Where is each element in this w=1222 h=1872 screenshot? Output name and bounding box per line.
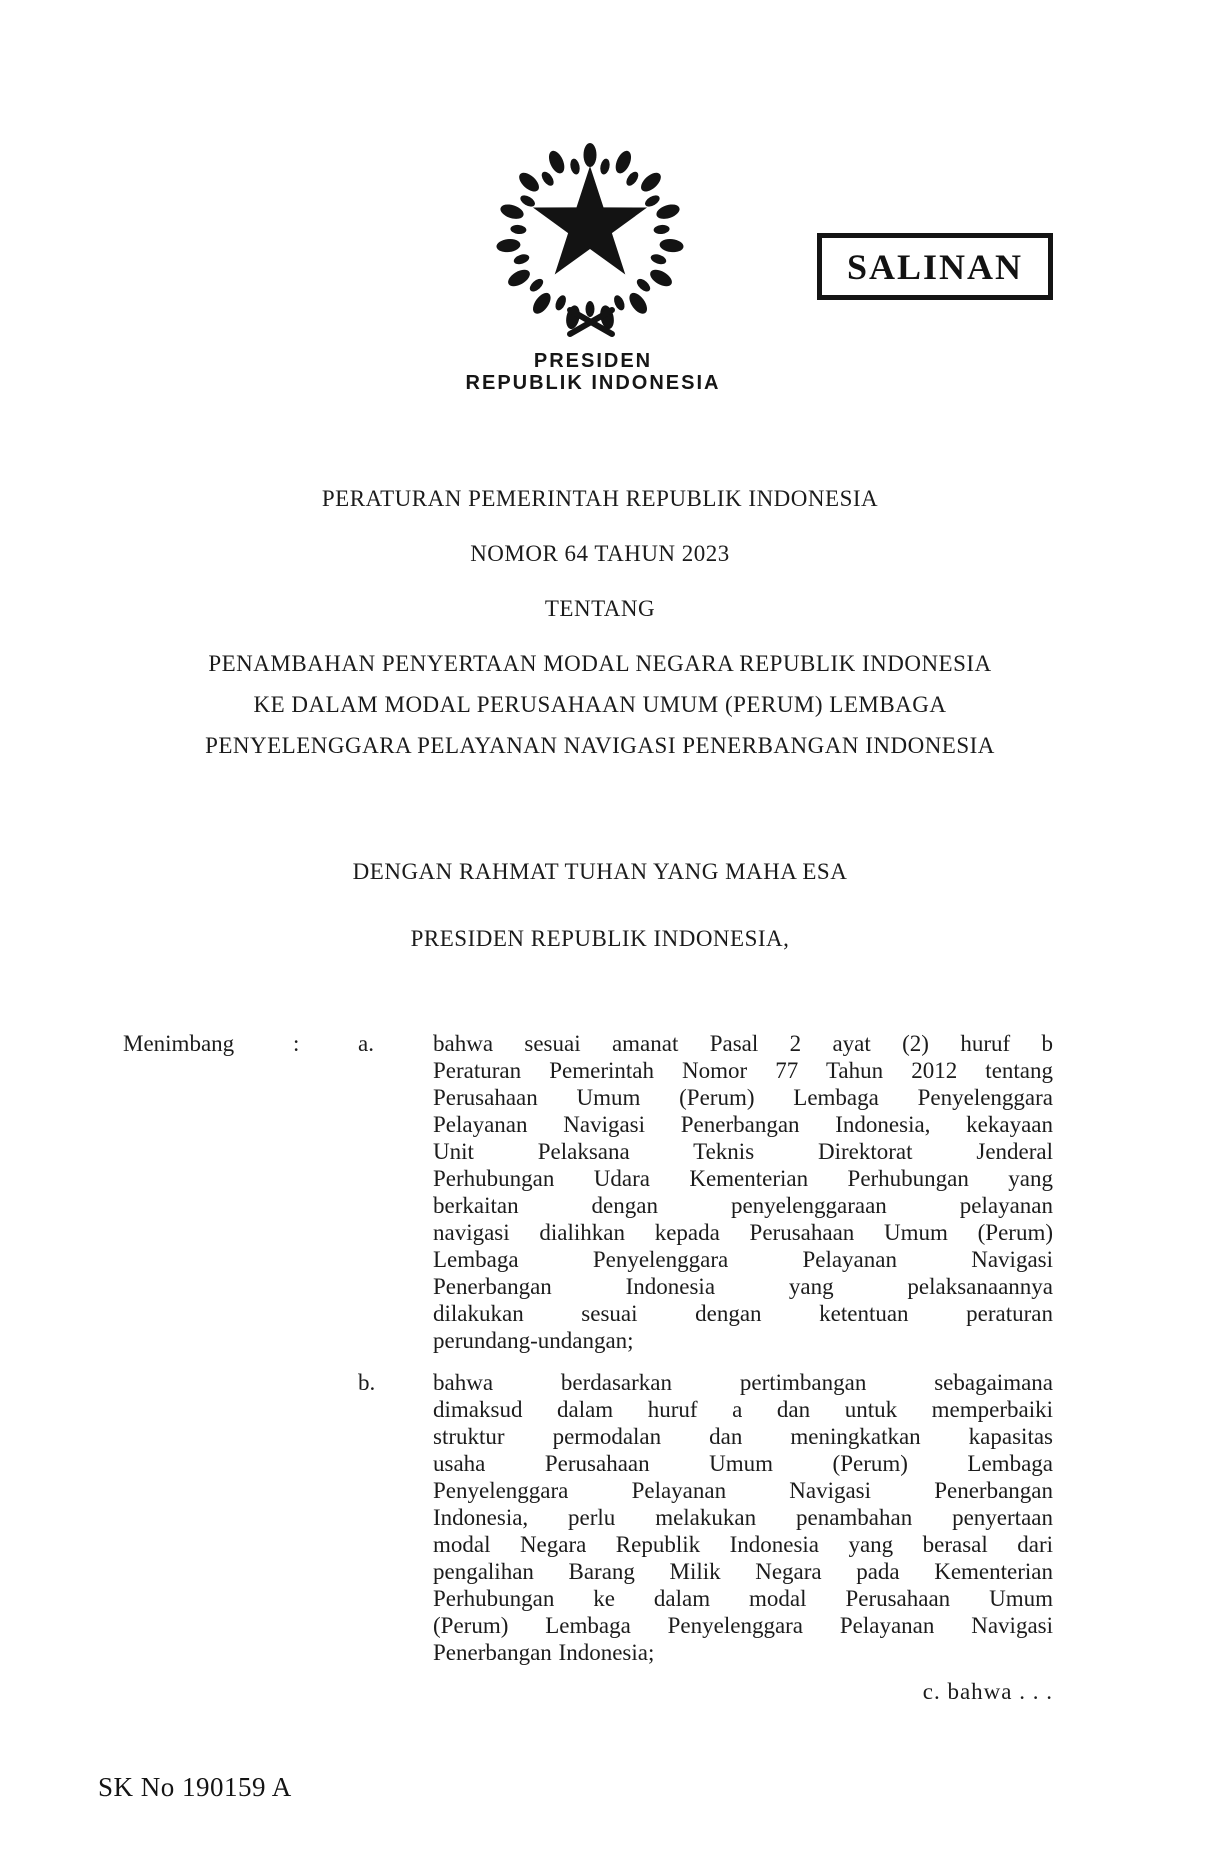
- text-line: Unit Pelaksana Teknis Direktorat Jenderal: [433, 1139, 1053, 1164]
- text-line: PERATURAN PEMERINTAH REPUBLIK INDONESIA: [321, 486, 879, 511]
- text-line: Perhubungan ke dalam modal Perusahaan Umum: [433, 1586, 1053, 1611]
- invocation-line: DENGAN RAHMAT TUHAN YANG MAHA ESA: [352, 859, 848, 884]
- text-line: PENYELENGGARA PELAYANAN NAVIGASI PENERBANGAN INDONESIA: [205, 733, 995, 758]
- text-line: pengalihan Barang Milik Negara pada Kementerian: [433, 1559, 1053, 1584]
- text-line: NOMOR 64 TAHUN 2023: [470, 541, 730, 566]
- text-line: struktur permodalan dan meningkatkan kapasitas: [433, 1424, 1053, 1449]
- text-line: navigasi dialihkan kepada Perusahaan Umum (Perum): [433, 1220, 1053, 1245]
- text-line: (Perum) Lembaga Penyelenggara Pelayanan Navigasi: [433, 1613, 1053, 1638]
- salinan-stamp: [817, 233, 1053, 300]
- consideration-b-text: [433, 1369, 1053, 1666]
- star-wreath-emblem-icon: [490, 134, 690, 346]
- menimbang-colon: :: [293, 1031, 300, 1056]
- text-line: KE DALAM MODAL PERUSAHAAN UMUM (PERUM) LEMBAGA: [253, 692, 947, 717]
- text-line: PENAMBAHAN PENYERTAAN MODAL NEGARA REPUBLIK INDONESIA: [208, 651, 992, 676]
- letterhead: [293, 350, 893, 394]
- text-line: Penerbangan Indonesia yang pelaksanaannya: [433, 1274, 1053, 1299]
- text-line: berkaitan dengan penyelenggaraan pelayanan: [433, 1193, 1053, 1218]
- consideration-a-marker: a.: [358, 1031, 374, 1056]
- regulation-title: [100, 478, 1100, 766]
- catchword-continuation: c. bahwa . . .: [922, 1679, 1053, 1704]
- text-line: Peraturan Pemerintah Nomor 77 Tahun 2012 tentang: [433, 1058, 1053, 1083]
- text-line: usaha Perusahaan Umum (Perum) Lembaga: [433, 1451, 1053, 1476]
- text-line: bahwa sesuai amanat Pasal 2 ayat (2) huruf b: [433, 1031, 1053, 1056]
- text-line: Perhubungan Udara Kementerian Perhubungan yang: [433, 1166, 1053, 1191]
- text-line: dilakukan sesuai dengan ketentuan peraturan: [433, 1301, 1053, 1326]
- text-line: Penyelenggara Pelayanan Navigasi Penerbangan: [433, 1478, 1053, 1503]
- authority-line: PRESIDEN REPUBLIK INDONESIA,: [410, 926, 790, 951]
- text-line: Indonesia, perlu melakukan penambahan penyertaan: [433, 1505, 1053, 1530]
- text-line: Pelayanan Navigasi Penerbangan Indonesia, kekayaan: [433, 1112, 1053, 1137]
- text-line: modal Negara Republik Indonesia yang berasal dari: [433, 1532, 1053, 1557]
- text-line: Lembaga Penyelenggara Pelayanan Navigasi: [433, 1247, 1053, 1272]
- text-line: dimaksud dalam huruf a dan untuk memperbaiki: [433, 1397, 1053, 1422]
- letterhead-presiden: PRESIDEN: [533, 350, 653, 372]
- consideration-a-text: [433, 1030, 1053, 1354]
- salinan-stamp-label: SALINAN: [846, 246, 1024, 287]
- text-line: Perusahaan Umum (Perum) Lembaga Penyelenggara: [433, 1085, 1053, 1110]
- text-line: Penerbangan Indonesia;: [433, 1640, 655, 1665]
- letterhead-republik-indonesia: REPUBLIK INDONESIA: [465, 372, 721, 394]
- text-line: TENTANG: [544, 596, 656, 621]
- footer-sk-number: SK No 190159 A: [98, 1772, 292, 1802]
- text-line: perundang-undangan;: [433, 1328, 634, 1353]
- menimbang-label: Menimbang: [123, 1031, 235, 1056]
- text-line: bahwa berdasarkan pertimbangan sebagaimana: [433, 1370, 1053, 1395]
- consideration-b-marker: b.: [358, 1370, 376, 1395]
